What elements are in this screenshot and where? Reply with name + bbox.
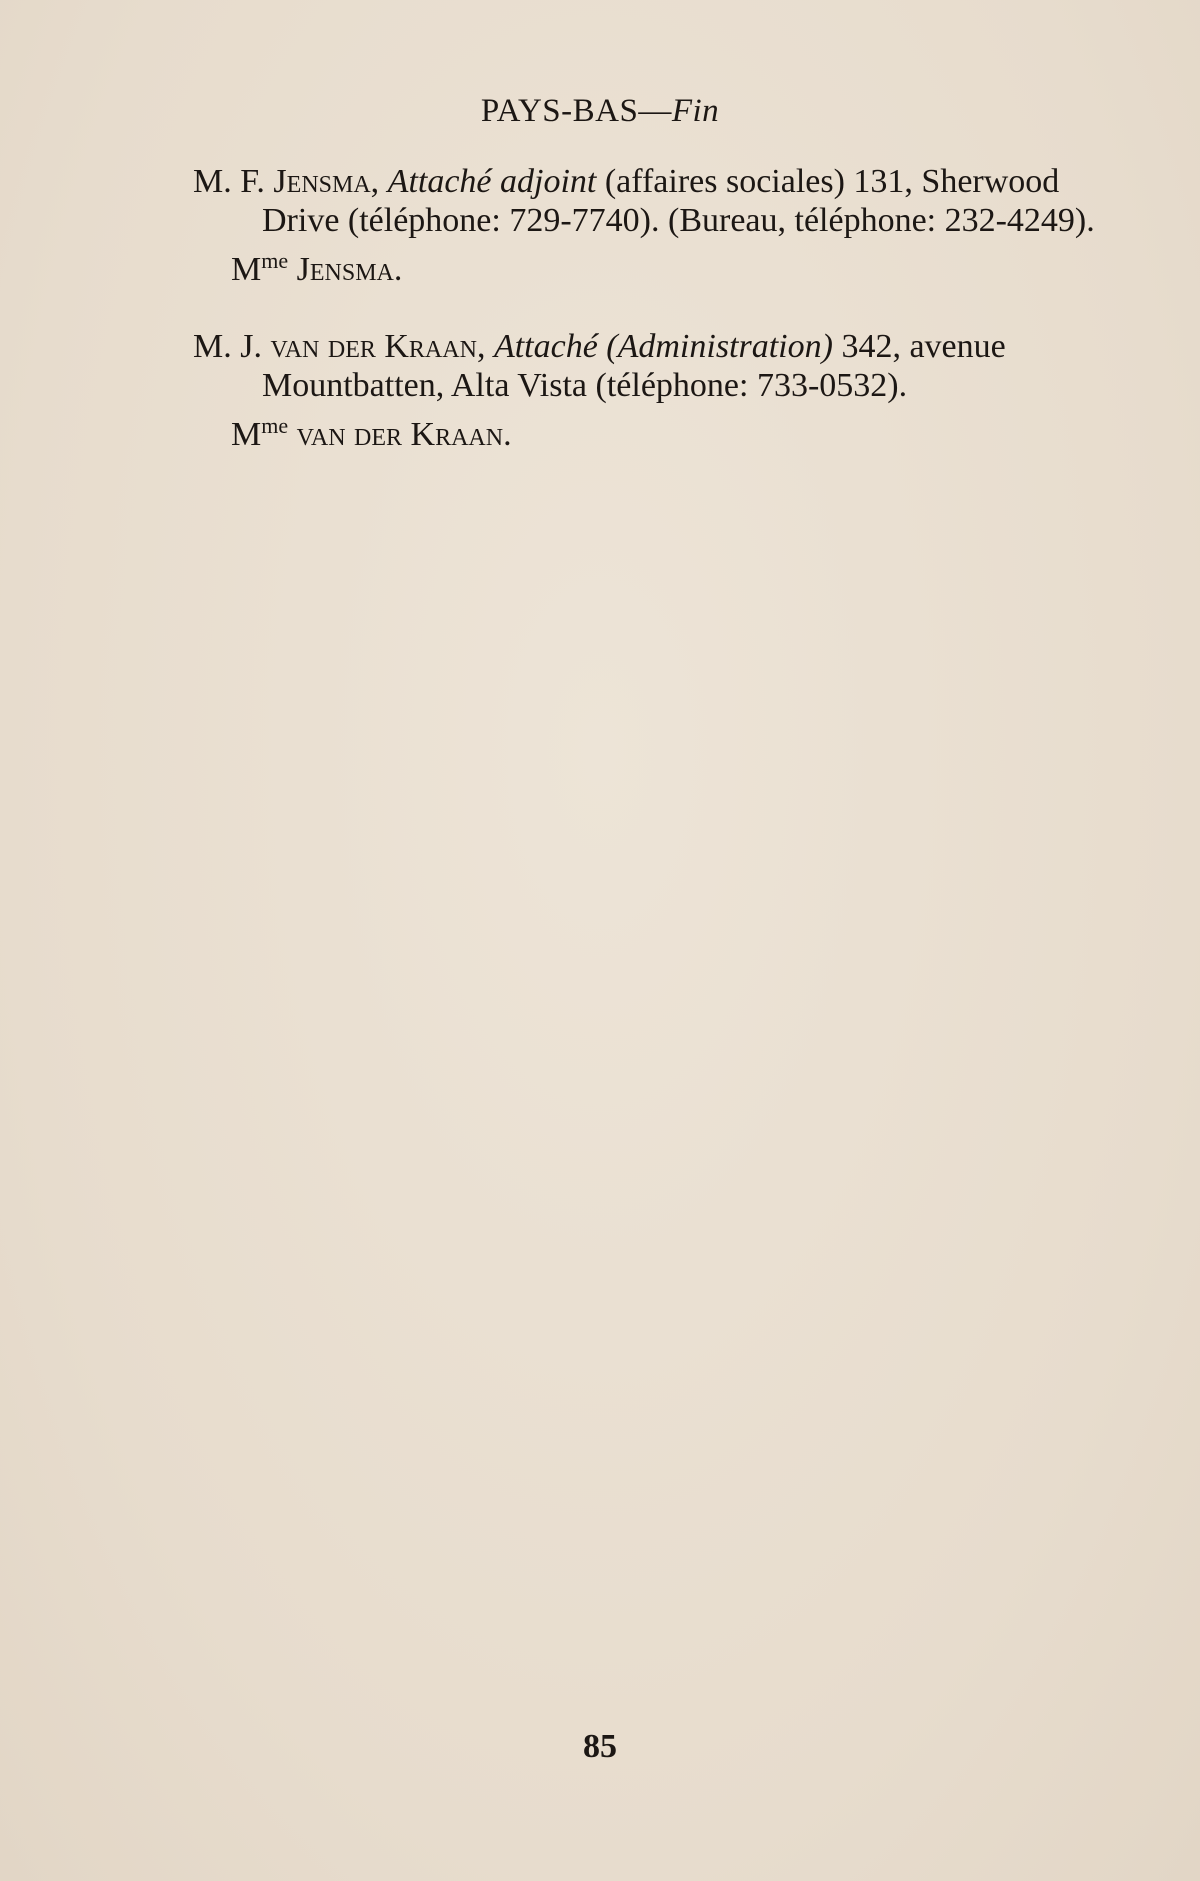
entry-separator: , — [476, 328, 494, 365]
directory-entry — [193, 162, 1108, 240]
entry-name: van der Kraan — [270, 328, 477, 365]
entry-prefix: M. J. — [193, 328, 271, 365]
spouse-line — [231, 415, 1108, 454]
spouse-name: van der Kraan. — [288, 416, 512, 453]
spouse-prefix: M — [231, 251, 262, 288]
directory-entry — [193, 327, 1108, 405]
header-suffix: Fin — [671, 93, 720, 129]
spouse-line — [231, 250, 1108, 289]
header-country: PAYS-BAS— — [480, 93, 672, 129]
entry-separator: , — [370, 163, 388, 200]
spouse-superscript: me — [261, 248, 289, 273]
entry-details: 342, avenue Mountbatten, Alta Vista (téléphone: 733-0532). — [262, 328, 1006, 404]
directory-entries — [193, 162, 1108, 454]
entry-role: Attaché adjoint — [387, 163, 597, 200]
running-header — [0, 93, 1200, 130]
entry-name: Jensma — [273, 163, 371, 200]
spouse-superscript: me — [261, 413, 289, 438]
entry-prefix: M. F. — [193, 163, 274, 200]
entry-role: Attaché (Administration) — [493, 328, 833, 365]
spouse-name: Jensma. — [288, 251, 403, 288]
spouse-prefix: M — [231, 416, 262, 453]
entry-details: (affaires sociales) 131, Sherwood Drive (téléphone: 729-7740). (Bureau, téléphone: 232-4249). — [262, 163, 1095, 239]
page-number: 85 — [583, 1728, 617, 1765]
